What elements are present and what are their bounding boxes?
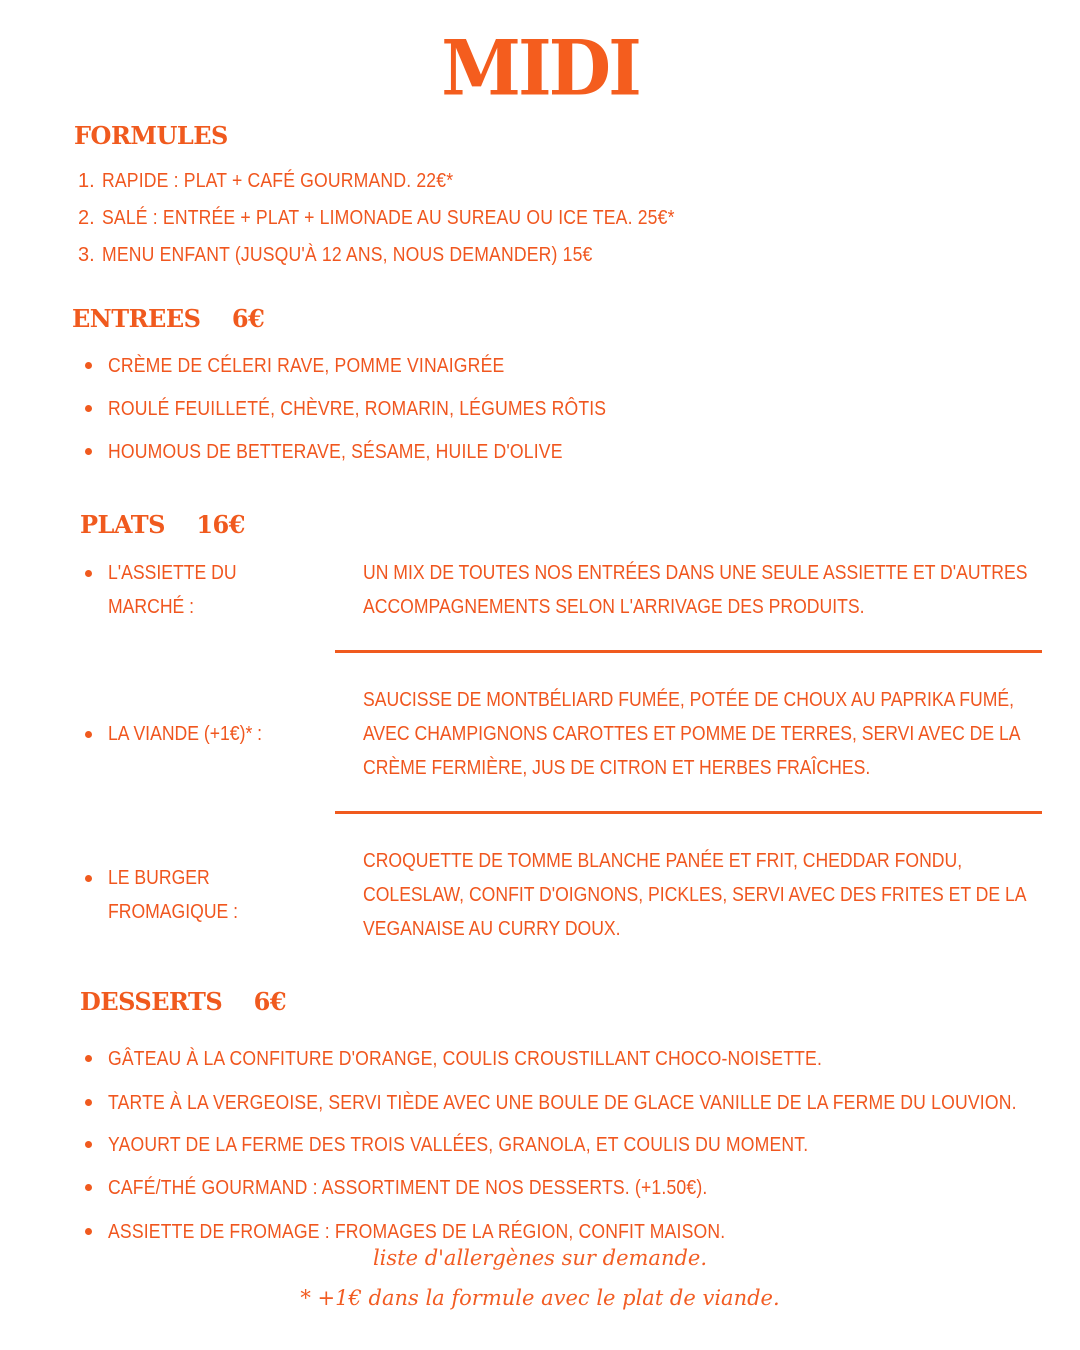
bullet-icon (85, 875, 92, 882)
plat-desc-line: CROQUETTE DE TOMME BLANCHE PANÉE ET FRIT, CHEDDAR FONDU, (363, 850, 963, 872)
bullet-icon (85, 1055, 92, 1062)
menu-title: MIDI (441, 22, 639, 113)
allergens-note: liste d'allergènes sur demande. (372, 1246, 708, 1270)
bullet-icon (85, 448, 92, 455)
dessert-item: GÂTEAU À LA CONFITURE D'ORANGE, COULIS CROUSTILLANT CHOCO-NOISETTE. (108, 1048, 823, 1070)
dessert-item: TARTE À LA VERGEOISE, SERVI TIÈDE AVEC UNE BOULE DE GLACE VANILLE DE LA FERME DU LOUVION. (108, 1092, 1017, 1114)
plat-name-line: FROMAGIQUE : (108, 901, 239, 923)
plats-heading: PLATS 16€ (80, 510, 245, 539)
plat-description (363, 556, 1027, 624)
bullet-icon (85, 362, 92, 369)
plat-name-line: L'ASSIETTE DU (108, 562, 237, 584)
formules-heading: FORMULES (74, 121, 228, 150)
formule-item: MENU ENFANT (JUSQU'À 12 ANS, NOUS DEMANDER) 15€ (102, 244, 593, 266)
plat-desc-line: SAUCISSE DE MONTBÉLIARD FUMÉE, POTÉE DE CHOUX AU PAPRIKA FUMÉ, (363, 689, 1014, 711)
bullet-icon (85, 1099, 92, 1106)
formule-number: 1. (78, 170, 95, 192)
plat-description (363, 683, 1021, 785)
formule-item: SALÉ : ENTRÉE + PLAT + LIMONADE AU SUREAU OU ICE TEA. 25€* (102, 207, 675, 229)
plat-description (363, 844, 1027, 946)
plat-name (108, 861, 238, 929)
bullet-icon (85, 1184, 92, 1191)
bullet-icon (85, 405, 92, 412)
plat-desc-line: VEGANAISE AU CURRY DOUX. (363, 918, 621, 940)
entrees-heading: ENTREES 6€ (72, 304, 265, 333)
plat-name-line: LA VIANDE (+1€)* : (108, 723, 263, 745)
plat-desc-line: UN MIX DE TOUTES NOS ENTRÉES DANS UNE SEULE ASSIETTE ET D'AUTRES (363, 562, 1028, 584)
bullet-icon (85, 1141, 92, 1148)
dessert-item: YAOURT DE LA FERME DES TROIS VALLÉES, GRANOLA, ET COULIS DU MOMENT. (108, 1134, 809, 1156)
plat-name-line: MARCHÉ : (108, 596, 195, 618)
bullet-icon (85, 1228, 92, 1235)
plat-desc-line: COLESLAW, CONFIT D'OIGNONS, PICKLES, SERVI AVEC DES FRITES ET DE LA (363, 884, 1027, 906)
dessert-item: ASSIETTE DE FROMAGE : FROMAGES DE LA RÉGION, CONFIT MAISON. (108, 1221, 726, 1243)
plat-desc-line: AVEC CHAMPIGNONS CAROTTES ET POMME DE TERRES, SERVI AVEC DE LA (363, 723, 1021, 745)
formule-number: 2. (78, 207, 95, 229)
plat-name (108, 556, 237, 624)
plat-desc-line: CRÈME FERMIÈRE, JUS DE CITRON ET HERBES FRAÎCHES. (363, 757, 871, 779)
meat-supplement-note: * +1€ dans la formule avec le plat de viande. (300, 1286, 780, 1310)
bullet-icon (85, 731, 92, 738)
divider (335, 650, 1042, 653)
entree-item: HOUMOUS DE BETTERAVE, SÉSAME, HUILE D'OLIVE (108, 441, 563, 463)
desserts-heading: DESSERTS 6€ (80, 987, 287, 1016)
formule-item: RAPIDE : PLAT + CAFÉ GOURMAND. 22€* (102, 170, 454, 192)
entree-item: CRÈME DE CÉLERI RAVE, POMME VINAIGRÉE (108, 355, 505, 377)
dessert-item: CAFÉ/THÉ GOURMAND : ASSORTIMENT DE NOS DESSERTS. (+1.50€). (108, 1177, 708, 1199)
plat-name-line: LE BURGER (108, 867, 210, 889)
plat-name (108, 717, 262, 751)
entree-item: ROULÉ FEUILLETÉ, CHÈVRE, ROMARIN, LÉGUMES RÔTIS (108, 398, 607, 420)
divider (335, 811, 1042, 814)
plat-desc-line: ACCOMPAGNEMENTS SELON L'ARRIVAGE DES PRODUITS. (363, 596, 865, 618)
bullet-icon (85, 570, 92, 577)
formule-number: 3. (78, 244, 95, 266)
